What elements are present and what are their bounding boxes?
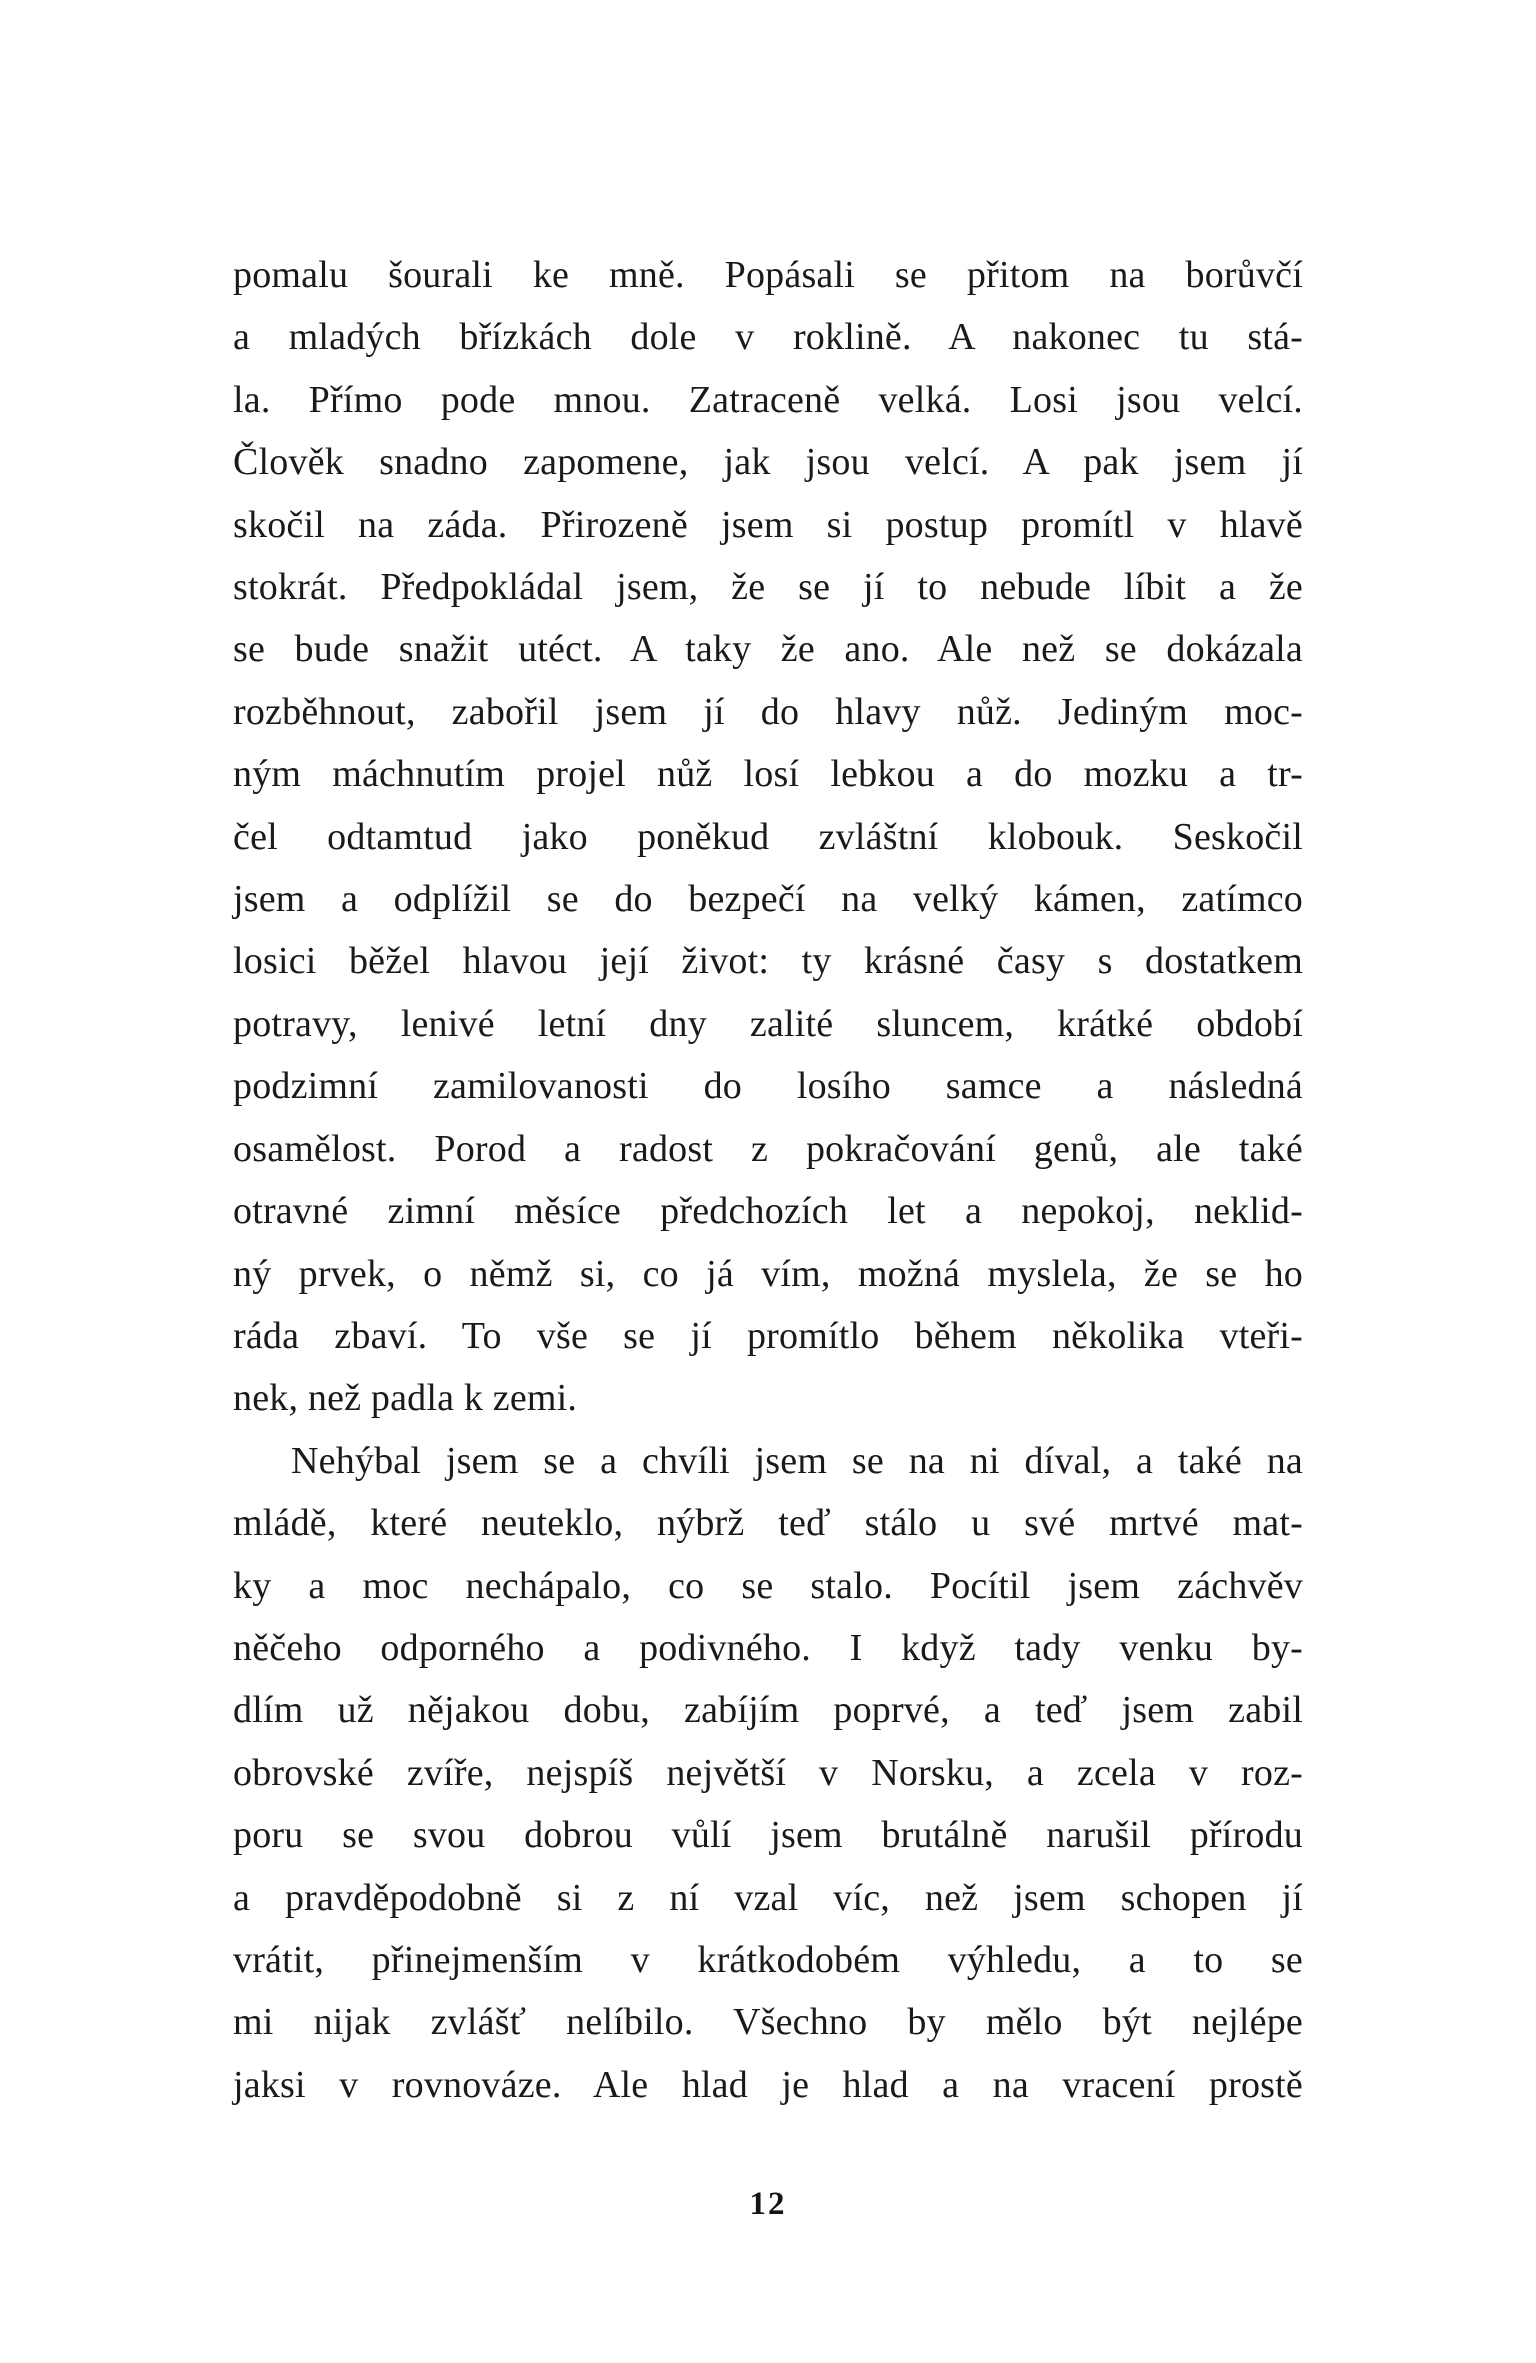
text-line: mi nijak zvlášť nelíbilo. Všechno by mělo být nejlépe — [233, 2001, 1303, 2044]
text-line: rozběhnout, zabořil jsem jí do hlavy nůž. Jediným moc- — [233, 690, 1303, 733]
text-line: se bude snažit utéct. A taky že ano. Ale než se dokázala — [233, 628, 1303, 671]
text-line: poru se svou dobrou vůlí jsem brutálně narušil přírodu — [233, 1814, 1303, 1857]
text-line: čel odtamtud jako poněkud zvláštní klobouk. Seskočil — [233, 815, 1303, 858]
text-line: jaksi v rovnováze. Ale hlad je hlad a na vracení prostě — [233, 2063, 1303, 2106]
paragraph — [233, 1430, 1303, 2116]
text-line: Nehýbal jsem se a chvíli jsem se na ni díval, a také na — [291, 1439, 1303, 1482]
text-line: jsem a odplížil se do bezpečí na velký kámen, zatímco — [233, 878, 1303, 921]
text-line: mládě, které neuteklo, nýbrž teď stálo u své mrtvé mat- — [233, 1502, 1303, 1545]
page-number: 12 — [749, 2186, 787, 2222]
text-line: osamělost. Porod a radost z pokračování genů, ale také — [233, 1127, 1303, 1170]
text-line: ným máchnutím projel nůž losí lebkou a do mozku a tr- — [233, 753, 1303, 796]
text-line: nek, než padla k zemi. — [233, 1377, 578, 1420]
text-line: pomalu šourali ke mně. Popásali se přitom na borůvčí — [233, 254, 1303, 296]
body-text — [233, 244, 1303, 2116]
text-line: skočil na záda. Přirozeně jsem si postup promítl v hlavě — [233, 503, 1303, 546]
text-line: Člověk snadno zapomene, jak jsou velcí. A pak jsem jí — [233, 441, 1303, 484]
text-line: otravné zimní měsíce předchozích let a nepokoj, neklid- — [233, 1190, 1303, 1233]
paragraph — [233, 244, 1303, 1430]
text-line: ráda zbaví. To vše se jí promítlo během několika vteři- — [233, 1314, 1303, 1357]
text-line: potravy, lenivé letní dny zalité sluncem, krátké období — [233, 1002, 1303, 1045]
text-line: obrovské zvíře, nejspíš největší v Norsku, a zcela v roz- — [233, 1751, 1303, 1794]
text-line: ný prvek, o němž si, co já vím, možná myslela, že se ho — [233, 1252, 1303, 1295]
text-line: la. Přímo pode mnou. Zatraceně velká. Losi jsou velcí. — [233, 378, 1303, 421]
text-line: ky a moc nechápalo, co se stalo. Pocítil jsem záchvěv — [233, 1564, 1303, 1607]
text-line: stokrát. Předpokládal jsem, že se jí to nebude líbit a že — [233, 566, 1303, 609]
text-line: vrátit, přinejmenším v krátkodobém výhledu, a to se — [233, 1938, 1303, 1981]
text-line: něčeho odporného a podivného. I když tady venku by- — [233, 1626, 1303, 1669]
text-line: losici běžel hlavou její život: ty krásné časy s dostatkem — [233, 940, 1303, 983]
text-line: a mladých břízkách dole v roklině. A nakonec tu stá- — [233, 316, 1303, 359]
text-line: a pravděpodobně si z ní vzal víc, než jsem schopen jí — [233, 1876, 1303, 1919]
text-line: dlím už nějakou dobu, zabíjím poprvé, a teď jsem zabil — [233, 1689, 1303, 1732]
text-line: podzimní zamilovanosti do losího samce a následná — [233, 1065, 1303, 1108]
